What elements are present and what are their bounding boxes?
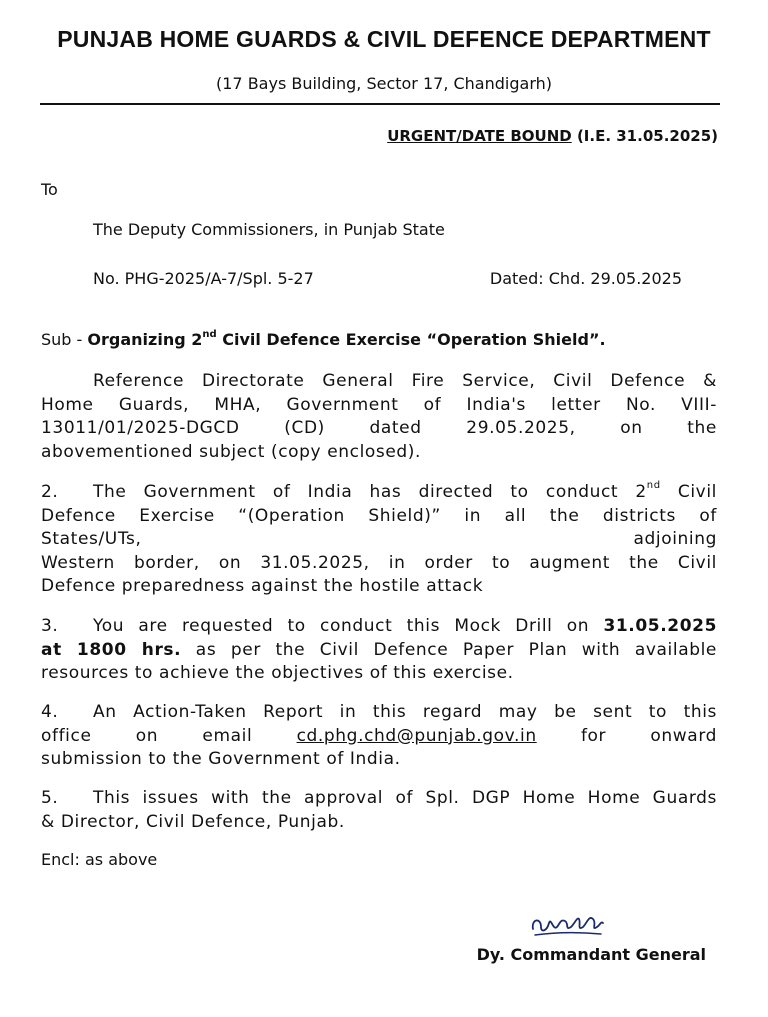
- p4-line-3: submission to the Government of India.: [41, 749, 401, 769]
- paragraph-4: [41, 701, 717, 772]
- p5-line-1: [41, 787, 717, 811]
- p2-line-1-a: The Government of India has directed to conduct 2: [93, 482, 647, 502]
- enclosure-note: Encl: as above: [41, 850, 158, 869]
- p3-line-2-b: as per the Civil Defence Paper Plan with available: [181, 639, 717, 660]
- subject-prefix: Sub -: [41, 330, 88, 349]
- subject-text-a: Organizing 2: [87, 330, 203, 349]
- signature-icon: [527, 905, 607, 941]
- p3-drill-time: at 1800 hrs.: [41, 639, 182, 660]
- p2-line-1: [41, 481, 717, 505]
- addressee: The Deputy Commissioners, in Punjab State: [93, 220, 445, 239]
- p4-line-2-a: office on email: [41, 725, 297, 746]
- urgency-label: URGENT/DATE BOUND: [387, 127, 572, 145]
- p3-line-2: [41, 639, 717, 663]
- paragraph-3: [41, 615, 717, 686]
- subject-sup: nd: [202, 328, 217, 340]
- p1-line-1: Reference Directorate General Fire Service, Civil Defence &: [93, 371, 717, 391]
- p4-line-2-b: for onward: [536, 725, 717, 746]
- p5-number: 5.: [41, 788, 59, 808]
- reference-number: No. PHG-2025/A-7/Spl. 5-27: [93, 269, 314, 288]
- p3-line-3: resources to achieve the objectives of this exercise.: [41, 663, 514, 683]
- subject-text-b: Civil Defence Exercise “Operation Shield”.: [216, 330, 606, 349]
- header-divider: [40, 103, 720, 105]
- p3-drill-date: 31.05.2025: [603, 616, 717, 636]
- department-address: (17 Bays Building, Sector 17, Chandigarh): [216, 74, 552, 93]
- p5-line-1-text: This issues with the approval of Spl. DGP Home Home Guards: [93, 788, 717, 808]
- p2-line-4: Western border, on 31.05.2025, in order to augment the Civil: [41, 552, 717, 573]
- p3-line-1: [41, 615, 717, 639]
- department-title: PUNJAB HOME GUARDS & CIVIL DEFENCE DEPARTMENT: [57, 26, 711, 52]
- p2-line-5: Defence preparedness against the hostile attack: [41, 576, 484, 596]
- paragraph-5: [41, 787, 717, 834]
- p4-line-2: [41, 725, 717, 749]
- to-label: To: [41, 180, 58, 199]
- urgency-date: (I.E. 31.05.2025): [571, 127, 718, 145]
- subject-line: [41, 330, 606, 349]
- p4-number: 4.: [41, 702, 59, 722]
- p2-line-2: Defence Exercise “(Operation Shield)” in all the districts of: [41, 505, 717, 526]
- letter-date: Dated: Chd. 29.05.2025: [489, 269, 682, 288]
- paragraph-2: [41, 481, 717, 599]
- p3-line-1-a: You are requested to conduct this Mock Drill on: [93, 616, 604, 636]
- paragraph-1: [41, 370, 717, 464]
- p4-line-1-text: An Action-Taken Report in this regard may be sent to this: [93, 702, 717, 722]
- p2-line-3: States/UTs, adjoining: [41, 529, 717, 549]
- p3-number: 3.: [41, 616, 59, 636]
- p1-line-3: 13011/01/2025-DGCD (CD) dated 29.05.2025, on the: [41, 418, 717, 438]
- p2-sup: nd: [646, 480, 661, 492]
- p5-line-2: & Director, Civil Defence, Punjab.: [41, 811, 345, 832]
- p4-line-1: [41, 701, 717, 725]
- signatory-designation: Dy. Commandant General: [476, 945, 706, 964]
- p2-line-1-b: Civil: [660, 482, 717, 502]
- p1-line-2: Home Guards, MHA, Government of India's letter No. VIII-: [41, 394, 717, 415]
- p1-line-4: abovementioned subject (copy enclosed).: [41, 441, 422, 462]
- email-link[interactable]: cd.phg.chd@punjab.gov.in: [296, 725, 537, 746]
- p2-number: 2.: [41, 482, 59, 502]
- urgency-notice: [387, 127, 718, 145]
